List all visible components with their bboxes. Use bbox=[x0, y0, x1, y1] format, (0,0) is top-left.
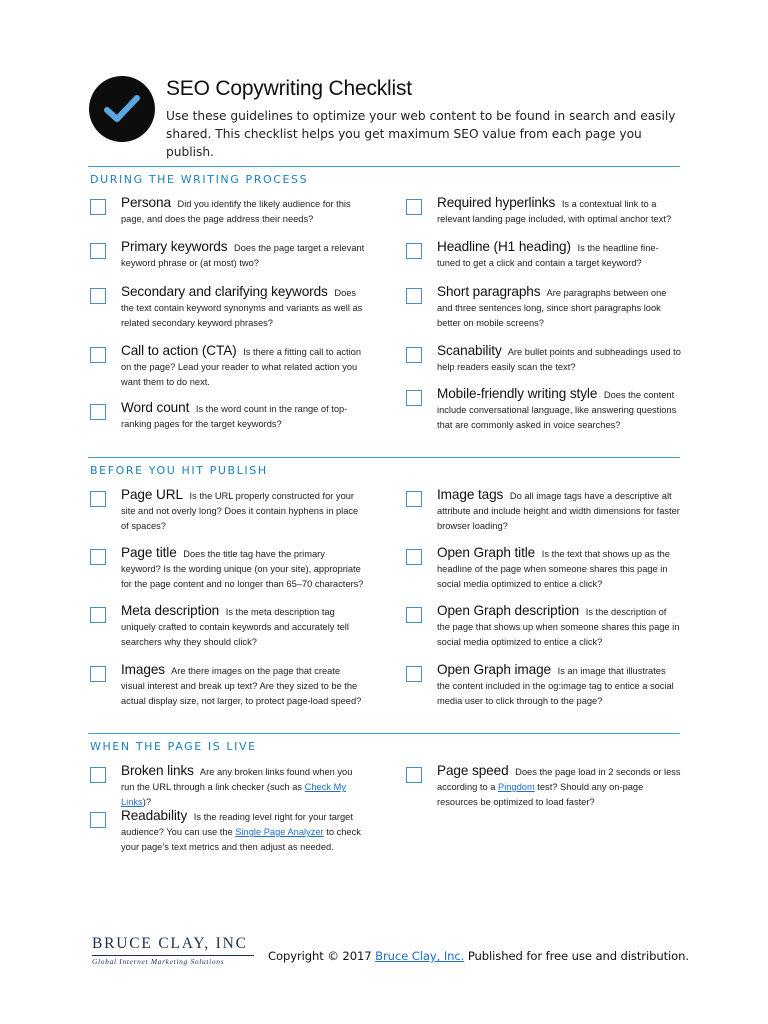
item-description: Is a contextual link to a relevant landing page included, with optimal anchor text? bbox=[437, 199, 672, 224]
item-heading: Meta description bbox=[121, 603, 220, 618]
item-heading: Primary keywords bbox=[121, 239, 228, 254]
check-my-links-link[interactable]: Check My Links bbox=[121, 782, 346, 807]
item-heading: Images bbox=[121, 662, 165, 677]
item-description: Are bullet points and subheadings used to help readers easily scan the text? bbox=[437, 347, 681, 372]
checkbox[interactable] bbox=[90, 491, 106, 507]
checkmark-circle-icon bbox=[89, 76, 155, 142]
checkbox[interactable] bbox=[90, 199, 106, 215]
page-title: SEO Copywriting Checklist bbox=[166, 77, 412, 100]
item-description: Does the content include conversational language, like answering questions that are commonly asked in voice searches? bbox=[437, 390, 677, 430]
item-description: Is the description of the page that shows up when someone shares this page in social media optimized to entice a click? bbox=[437, 607, 680, 647]
item-heading: Call to action (CTA) bbox=[121, 343, 237, 358]
item-description: Did you identify the likely audience for this page, and does the page address their needs? bbox=[121, 199, 351, 224]
item-heading: Open Graph description bbox=[437, 603, 580, 618]
checkbox[interactable] bbox=[90, 404, 106, 420]
checkbox[interactable] bbox=[406, 199, 422, 215]
brand-tagline: Global Internet Marketing Solutions bbox=[92, 957, 225, 966]
checkbox[interactable] bbox=[90, 812, 106, 828]
checkbox[interactable] bbox=[406, 347, 422, 363]
item-heading: Image tags bbox=[437, 487, 504, 502]
item-description: Is the reading level right for your target audience? You can use the bbox=[121, 812, 353, 837]
brand-name: BRUCE CLAY, INC bbox=[92, 935, 248, 952]
checkbox[interactable] bbox=[90, 767, 106, 783]
checkbox[interactable] bbox=[90, 243, 106, 259]
section-divider bbox=[88, 733, 680, 734]
checkbox[interactable] bbox=[406, 767, 422, 783]
item-description: Does the page load in 2 seconds or less according to a bbox=[437, 767, 681, 792]
item-description: Is the URL properly constructed for your site and not overly long? Does it contain hyphens in place of spaces? bbox=[121, 491, 359, 531]
item-description: Is the word count in the range of top-ranking pages for the target keywords? bbox=[121, 404, 348, 429]
checkbox[interactable] bbox=[406, 549, 422, 565]
item-heading: Broken links bbox=[121, 763, 194, 778]
item-description: Is the meta description tag uniquely crafted to contain keywords and accurately tell searchers why they should click? bbox=[121, 607, 349, 647]
item-heading: Word count bbox=[121, 400, 190, 415]
item-description: Is the headline fine-tuned to get a click and contain a target keyword? bbox=[437, 243, 659, 268]
item-heading: Readability bbox=[121, 808, 188, 823]
checkbox[interactable] bbox=[90, 607, 106, 623]
item-description: Are there images on the page that create visual interest and break up text? Are they sized to be the actual display size, not larger, to protect page-load speed? bbox=[121, 666, 362, 706]
item-description-end: test? Should any on-page resources be optimized to load faster? bbox=[437, 782, 644, 807]
item-heading: Mobile-friendly writing style bbox=[437, 386, 598, 401]
section-live bbox=[88, 733, 680, 753]
pingdom-link[interactable]: Pingdom bbox=[498, 782, 535, 792]
item-description: Are paragraphs between one and three sentences long, since short paragraphs look better on mobile screens? bbox=[437, 288, 667, 328]
item-description-end: )? bbox=[142, 797, 151, 807]
checkbox[interactable] bbox=[406, 607, 422, 623]
section-title: BEFORE YOU HIT PUBLISH bbox=[90, 464, 268, 477]
item-description: Is there a fitting call to action on the page? Lead your reader to what related action you want them to do next. bbox=[121, 347, 362, 387]
item-description: Does the page target a relevant keyword phrase or (at most) two? bbox=[121, 243, 365, 268]
section-divider bbox=[88, 166, 680, 167]
section-divider bbox=[88, 457, 680, 458]
section-title: WHEN THE PAGE IS LIVE bbox=[90, 740, 257, 753]
item-description: Do all image tags have a descriptive alt attribute and include height and width dimensions for faster browser loading? bbox=[437, 491, 680, 531]
item-heading: Short paragraphs bbox=[437, 284, 541, 299]
copyright-notice bbox=[268, 949, 689, 963]
item-heading: Required hyperlinks bbox=[437, 195, 556, 210]
single-page-analyzer-link[interactable]: Single Page Analyzer bbox=[235, 827, 324, 837]
item-heading: Page URL bbox=[121, 487, 183, 502]
section-title: DURING THE WRITING PROCESS bbox=[90, 173, 309, 186]
checkbox[interactable] bbox=[90, 347, 106, 363]
check-mark-icon bbox=[102, 92, 142, 126]
section-publish bbox=[88, 457, 680, 477]
intro-text: Use these guidelines to optimize your web content to be found in search and easily shared. This checklist helps you get maximum SEO value from each page you publish. bbox=[166, 109, 676, 159]
item-description: Are any broken links found when you run the URL through a link checker (such as bbox=[121, 767, 353, 792]
checkbox[interactable] bbox=[406, 390, 422, 406]
item-description: Is an image that illustrates the content included in the og:image tag to entice a social media user to click through to the page? bbox=[437, 666, 674, 706]
item-heading: Headline (H1 heading) bbox=[437, 239, 571, 254]
item-heading: Open Graph title bbox=[437, 545, 536, 560]
checkbox[interactable] bbox=[406, 243, 422, 259]
item-description: Does the title tag have the primary keyword? Is the wording unique (on your site), appropriate for the page content and no longer than 65–70 characters? bbox=[121, 549, 364, 589]
copyright-text: Copyright © 2017 bbox=[268, 949, 372, 963]
checkbox[interactable] bbox=[406, 288, 422, 304]
item-description: Does the text contain keyword synonyms and variants as well as related secondary keyword phrases? bbox=[121, 288, 363, 328]
brand-divider bbox=[92, 955, 254, 956]
bruce-clay-link[interactable]: Bruce Clay, Inc. bbox=[375, 949, 465, 963]
item-description-end: to check your page’s text metrics and then adjust as needed. bbox=[121, 827, 361, 852]
bruce-clay-logo[interactable] bbox=[92, 935, 254, 966]
item-heading: Persona bbox=[121, 195, 171, 210]
checkbox[interactable] bbox=[406, 666, 422, 682]
copyright-text-end: Published for free use and distribution. bbox=[467, 949, 689, 963]
checkbox[interactable] bbox=[90, 666, 106, 682]
item-description: Is the text that shows up as the headline of the page when someone shares this page in social media optimized to entice a click? bbox=[437, 549, 670, 589]
item-heading: Page speed bbox=[437, 763, 509, 778]
item-heading: Page title bbox=[121, 545, 177, 560]
checkbox[interactable] bbox=[90, 288, 106, 304]
section-writing bbox=[88, 166, 680, 186]
item-heading: Secondary and clarifying keywords bbox=[121, 284, 328, 299]
item-heading: Scanability bbox=[437, 343, 502, 358]
checkbox[interactable] bbox=[90, 549, 106, 565]
item-heading: Open Graph image bbox=[437, 662, 552, 677]
checkbox[interactable] bbox=[406, 491, 422, 507]
